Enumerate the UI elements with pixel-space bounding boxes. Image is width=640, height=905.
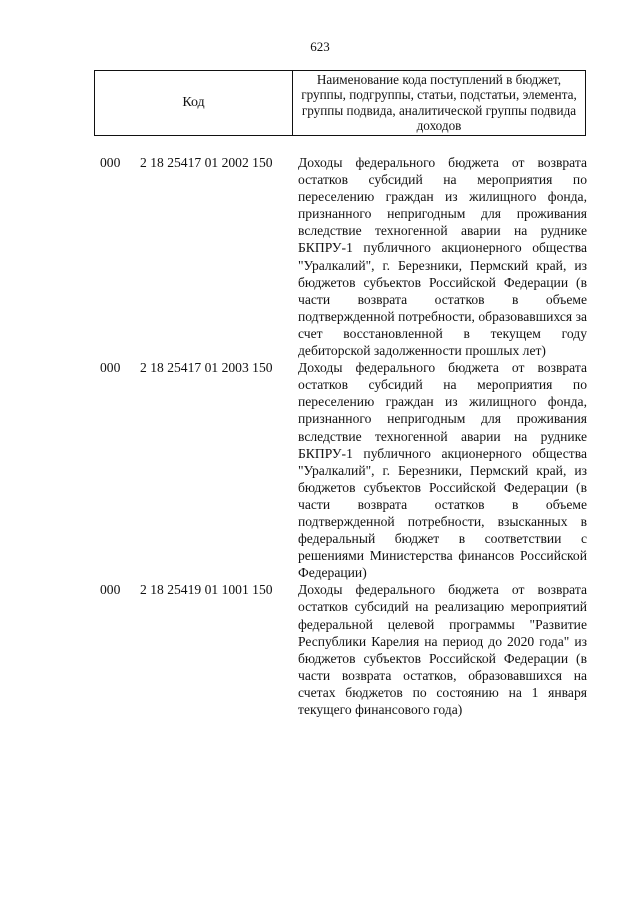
- page-number: 623: [310, 39, 330, 54]
- income-code-name: Доходы федерального бюджета от возврата остатков субсидий на мероприятия по переселению граждан из жилищного фонда, признанного непригодным для проживания вследствие техногенной аварии на руднике БКПРУ-1 публичного акционерного общества "Уралкалий", г. Березники, Пермский край, из бюджетов субъектов Российской Федерации (в части возврата остатков в объеме подтвержденной потребности, образовавшихся за счет восстановленной в текущем году дебиторской задолженности прошлых лет): [298, 155, 587, 359]
- column-header-code: Код: [95, 71, 293, 135]
- admin-code: 000: [100, 155, 121, 170]
- income-code-row: [0, 154, 640, 359]
- admin-code: 000: [100, 360, 121, 376]
- income-code-name: Доходы федерального бюджета от возврата остатков субсидий на реализацию мероприятий федеральной целевой программы "Развитие Республики Карелия на период до 2020 года" из бюджетов субъектов Российской Федерации (в части возврата остатков, образовавшихся на счетах бюджетов по состоянию на 1 января текущего финансового года): [298, 582, 587, 717]
- income-code: 2 18 25419 01 1001 150: [140, 582, 273, 598]
- admin-code: 000: [100, 582, 121, 598]
- income-code-list: [0, 154, 640, 718]
- income-code-row: [0, 359, 640, 581]
- income-code-name: Доходы федерального бюджета от возврата остатков субсидий на мероприятия по переселению граждан из жилищного фонда, признанного непригодным для проживания вследствие техногенной аварии на руднике БКПРУ-1 публичного акционерного общества "Уралкалий", г. Березники, Пермский край, из бюджетов субъектов Российской Федерации (в части возврата остатков в объеме подтвержденной потребности, взысканных в федеральный бюджет в соответствии с решениями Министерства финансов Российской Федерации): [298, 360, 587, 581]
- income-code: 2 18 25417 01 2003 150: [140, 360, 273, 376]
- column-header-name: Наименование кода поступлений в бюджет, группы, подгруппы, статьи, подстатьи, элемента, группы подвида, аналитической группы подвида доходов: [301, 72, 577, 134]
- income-code: 2 18 25417 01 2002 150: [140, 155, 273, 170]
- income-code-row: [0, 581, 640, 718]
- column-header-table: [94, 70, 586, 136]
